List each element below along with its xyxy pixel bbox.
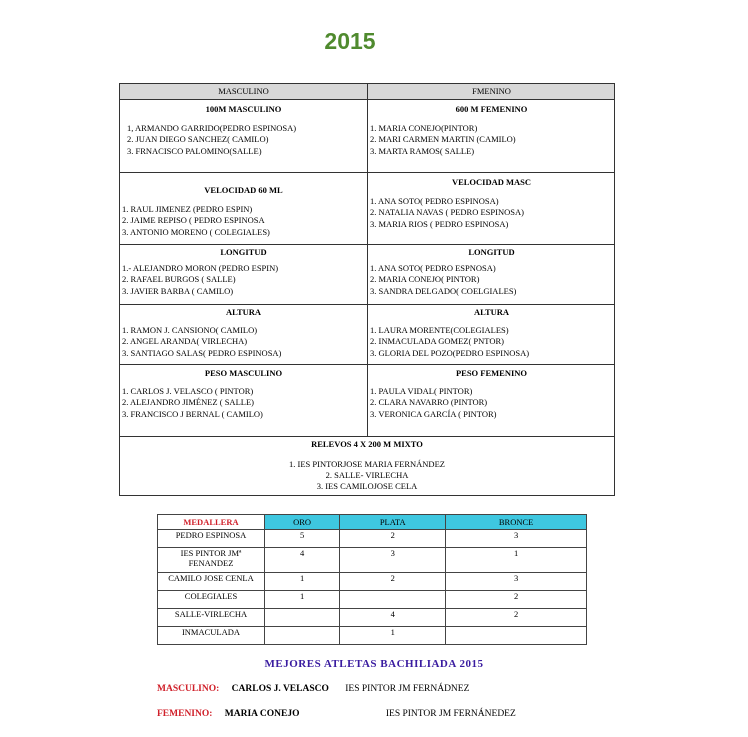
result-line: 3. VERONICA GARCÍA ( PINTOR) <box>370 408 497 419</box>
result-line: 2. ANGEL ARANDA( VIRLECHA) <box>122 336 248 346</box>
result-line: 1. ANA SOTO( PEDRO ESPINOSA) <box>370 195 499 206</box>
result-line: 3. ANTONIO MORENO ( COLEGIALES) <box>122 226 270 237</box>
result-line: 3. FRNACISCO PALOMINO(SALLE) <box>127 145 262 156</box>
event-title: 100M MASCULINO <box>205 104 282 114</box>
result-line: 2. JUAN DIEGO SANCHEZ( CAMILO) <box>127 134 269 144</box>
result-line: 1. ANA SOTO( PEDRO ESPNOSA) <box>370 262 496 273</box>
table-row <box>158 530 587 548</box>
medal-table <box>157 514 587 645</box>
male-athlete-school: IES PINTOR JM FERNÁDNEZ <box>345 684 470 694</box>
event-title: PESO MASCULINO <box>204 368 283 378</box>
female-label: FEMENINO: <box>157 709 213 719</box>
gold-count: 5 <box>265 530 340 548</box>
silver-count: 2 <box>340 573 446 591</box>
column-header-oro: ORO <box>265 515 340 530</box>
male-athlete-name: CARLOS J. VELASCO <box>231 684 329 694</box>
best-male <box>157 684 469 694</box>
school-name: COLEGIALES <box>158 591 265 609</box>
result-line: 2. MARIA CONEJO( PINTOR) <box>370 274 480 284</box>
school-name: CAMILO JOSE CENLA <box>158 573 265 591</box>
result-line: 2. INMACULADA GOMEZ( PNTOR) <box>370 336 504 346</box>
event-title: LONGITUD <box>220 247 267 257</box>
table-row <box>158 627 587 645</box>
event-cell <box>368 104 615 157</box>
header-masculino: MASCULINO <box>218 86 269 96</box>
result-line: 1. RAUL JIMENEZ (PEDRO ESPIN) <box>122 203 253 214</box>
event-cell <box>120 185 367 238</box>
table-row <box>158 548 587 573</box>
school-name: PEDRO ESPINOSA <box>158 530 265 548</box>
table-row <box>158 573 587 591</box>
event-cell <box>368 177 615 230</box>
event-cell <box>368 307 615 359</box>
result-line: 3. JAVIER BARBA ( CAMILO) <box>122 285 234 296</box>
event-cell <box>368 368 615 420</box>
bronze-count <box>446 627 587 645</box>
female-athlete-name: MARIA CONEJO <box>224 709 300 719</box>
best-female <box>157 709 516 719</box>
event-cell <box>120 368 367 420</box>
row-divider <box>120 244 614 245</box>
school-name: INMACULADA <box>158 627 265 645</box>
result-line: 1. PAULA VIDAL( PINTOR) <box>370 385 473 396</box>
gold-count: 4 <box>265 548 340 573</box>
event-title: 600 M FEMENINO <box>455 104 528 114</box>
event-title: ALTURA <box>225 307 262 317</box>
row-divider <box>120 364 614 365</box>
result-line: 1.- ALEJANDRO MORON (PEDRO ESPIN) <box>122 262 279 273</box>
result-line: 1. CARLOS J. VELASCO ( PINTOR) <box>122 385 254 396</box>
column-header-bronce: BRONCE <box>446 515 587 530</box>
relay-title: RELEVOS 4 X 200 M MIXTO <box>311 439 423 449</box>
result-line: 1. RAMON J. CANSIONO( CAMILO) <box>122 324 258 335</box>
result-line: 1, ARMANDO GARRIDO(PEDRO ESPINOSA) <box>127 122 297 133</box>
result-line: 1. MARIA CONEJO(PINTOR) <box>370 122 478 133</box>
table-row <box>158 609 587 627</box>
gold-count <box>265 609 340 627</box>
event-cell <box>120 247 367 297</box>
result-line: 1. LAURA MORENTE(COLEGIALES) <box>370 324 509 335</box>
result-line: 2. ALEJANDRO JIMÉNEZ ( SALLE) <box>122 397 254 407</box>
bronze-count: 3 <box>446 530 587 548</box>
page-title: 2015 <box>324 28 376 54</box>
result-line: 2. NATALIA NAVAS ( PEDRO ESPINOSA) <box>370 207 524 217</box>
female-athlete-school: IES PINTOR JM FERNÁNEDEZ <box>385 709 516 719</box>
result-line: 2. CLARA NAVARRO (PINTOR) <box>370 397 488 407</box>
silver-count: 1 <box>340 627 446 645</box>
result-line: 2. JAIME REPISO ( PEDRO ESPINOSA <box>122 215 265 225</box>
event-title: VELOCIDAD MASC <box>451 177 532 187</box>
header-femenino: FMENINO <box>472 86 511 96</box>
column-header-plata: PLATA <box>340 515 446 530</box>
silver-count: 4 <box>340 609 446 627</box>
relay-line: 1. IES PINTORJOSE MARIA FERNÁNDEZ <box>289 459 445 469</box>
bronze-count: 2 <box>446 609 587 627</box>
event-cell <box>368 247 615 297</box>
silver-count: 2 <box>340 530 446 548</box>
result-line: 2. RAFAEL BURGOS ( SALLE) <box>122 274 236 284</box>
relay-line: 3. IES CAMILOJOSE CELA <box>316 481 418 491</box>
result-line: 2. MARI CARMEN MARTIN (CAMILO) <box>370 134 516 144</box>
result-line: 3. GLORIA DEL POZO(PEDRO ESPINOSA) <box>370 347 530 358</box>
male-label: MASCULINO: <box>157 684 220 694</box>
relay-line: 2. SALLE- VIRLECHA <box>325 470 409 480</box>
row-divider <box>120 172 614 173</box>
table-row <box>158 591 587 609</box>
gold-count: 1 <box>265 573 340 591</box>
gold-count: 1 <box>265 591 340 609</box>
bronze-count: 3 <box>446 573 587 591</box>
gold-count <box>265 627 340 645</box>
row-divider <box>120 304 614 305</box>
silver-count <box>340 591 446 609</box>
result-line: 3. MARTA RAMOS( SALLE) <box>370 145 475 156</box>
school-name: IES PINTOR JMª FENANDEZ <box>158 548 265 573</box>
result-line: 3. SANTIAGO SALAS( PEDRO ESPINOSA) <box>122 347 282 358</box>
event-title: VELOCIDAD 60 ML <box>204 185 283 195</box>
event-title: PESO FEMENINO <box>455 368 528 378</box>
event-title: LONGITUD <box>468 247 515 257</box>
bronze-count: 1 <box>446 548 587 573</box>
event-cell <box>120 307 367 359</box>
results-table <box>119 83 615 496</box>
medallera-label: MEDALLERA <box>158 515 265 530</box>
result-line: 3. FRANCISCO J BERNAL ( CAMILO) <box>122 408 263 419</box>
best-athletes-title: MEJORES ATLETAS BACHILIADA 2015 <box>264 658 484 670</box>
event-cell <box>120 104 367 157</box>
event-title: ALTURA <box>473 307 510 317</box>
relay-section <box>120 436 614 492</box>
result-line: 3. MARIA RIOS ( PEDRO ESPINOSA) <box>370 218 509 229</box>
school-name: SALLE-VIRLECHA <box>158 609 265 627</box>
bronze-count: 2 <box>446 591 587 609</box>
silver-count: 3 <box>340 548 446 573</box>
medal-table-header <box>158 515 587 530</box>
result-line: 3. SANDRA DELGADO( COELGIALES) <box>370 285 517 296</box>
